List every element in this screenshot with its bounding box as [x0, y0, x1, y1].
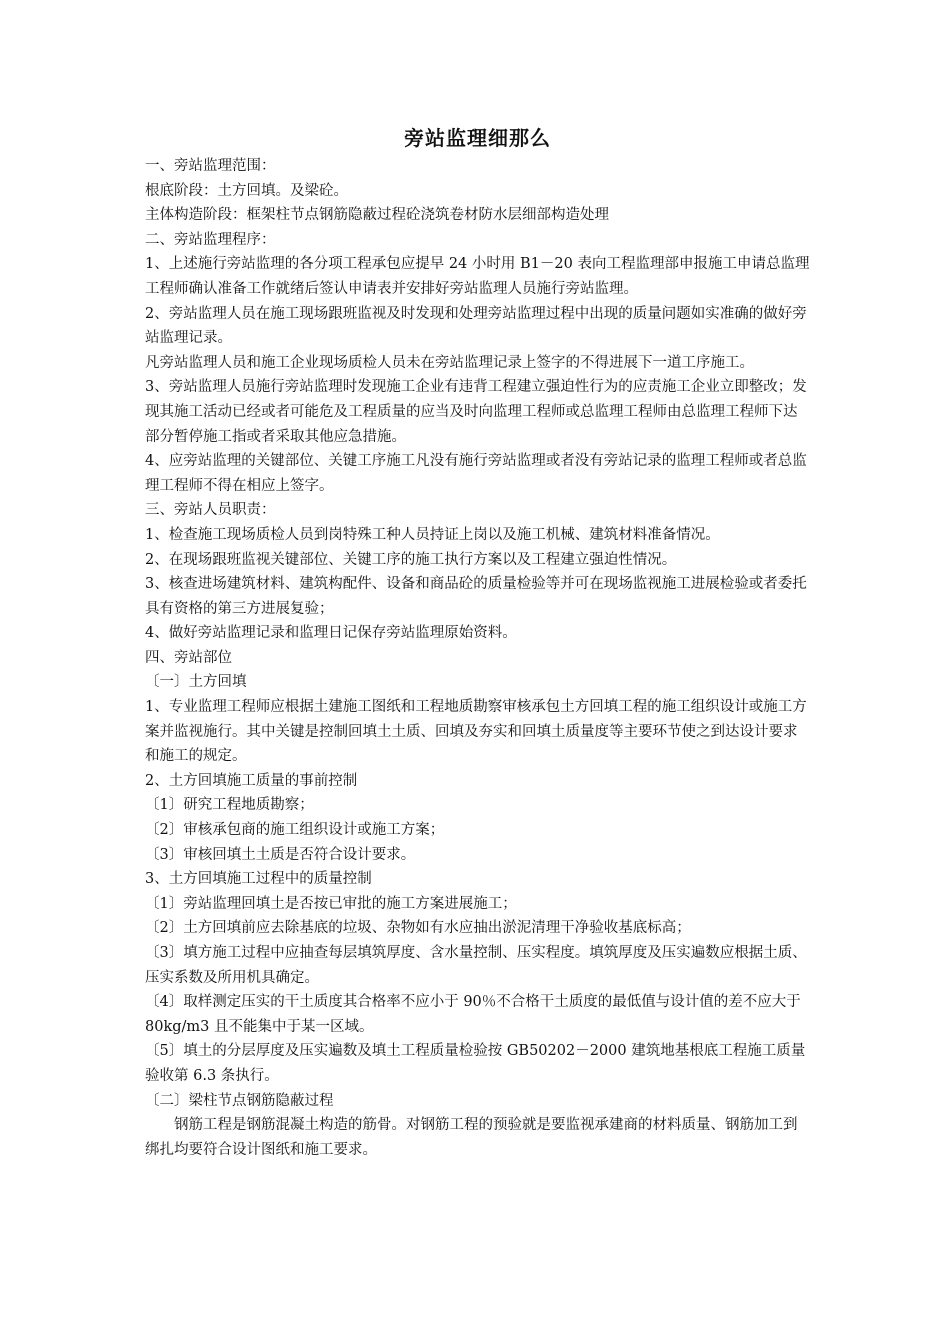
- paragraph: 2、旁站监理人员在施工现场跟班监视及时发现和处理旁站监理过程中出现的质量问题如实准确的做好旁站监理记录。: [145, 305, 807, 347]
- document-title: 旁站监理细那么: [404, 126, 551, 150]
- list-item: 〔5〕填土的分层厚度及压实遍数及填土工程质量检验按 GB50202－2000 建筑地基根底工程施工质量验收第 6.3 条执行。: [145, 1043, 806, 1084]
- paragraph: 凡旁站监理人员和施工企业现场质检人员未在旁站监理记录上签字的不得进展下一道工序施工。: [145, 354, 754, 371]
- paragraph: 钢筋工程是钢筋混凝土构造的筋骨。对钢筋工程的预验就是要监视承建商的材料质量、钢筋加工到绑扎均要符合设计图纸和施工要求。: [145, 1117, 798, 1158]
- list-item: 〔3〕填方施工过程中应抽查每层填筑厚度、含水量控制、压实程度。填筑厚度及压实遍数应根据土质、压实系数及所用机具确定。: [145, 945, 807, 986]
- list-item: 〔2〕土方回填前应去除基底的垃圾、杂物如有水应抽出淤泥清理干净验收基底标高；: [145, 920, 691, 937]
- list-item: 〔3〕审核回填土土质是否符合设计要求。: [145, 846, 416, 863]
- list-item: 〔2〕审核承包商的施工组织设计或施工方案；: [145, 822, 445, 839]
- paragraph: 2、土方回填施工质量的事前控制: [145, 772, 358, 789]
- paragraph: 4、做好旁站监理记录和监理日记保存旁站监理原始资料。: [145, 625, 517, 642]
- section-heading-locations: 四、旁站部位: [145, 649, 232, 666]
- paragraph: 2、在现场跟班监视关键部位、关键工序的施工执行方案以及工程建立强迫性情况。: [145, 551, 677, 568]
- paragraph: 1、上述施行旁站监理的各分项工程承包应提早 24 小时用 B1－20 表向工程监理部申报施工申请总监理工程师确认准备工作就绪后签认申请表并安排好旁站监理人员施行旁站监理。: [145, 256, 810, 297]
- list-item: 〔1〕研究工程地质勘察；: [145, 797, 314, 814]
- section-heading-duties: 三、旁站人员职责：: [145, 502, 276, 519]
- subsection-heading: 〔一〕土方回填: [145, 674, 247, 691]
- document-page: [145, 122, 810, 1162]
- paragraph: 3、土方回填施工过程中的质量控制: [145, 871, 372, 888]
- paragraph: 3、核查进场建筑材料、建筑构配件、设备和商品砼的质量检验等并可在现场监视施工进展检验或者委托具有资格的第三方进展复验；: [145, 576, 807, 617]
- subsection-heading: 〔二〕梁柱节点钢筋隐蔽过程: [145, 1092, 334, 1109]
- paragraph: 1、专业监理工程师应根据土建施工图纸和工程地质勘察审核承包土方回填工程的施工组织设计或施工方案并监视施行。其中关键是控制回填土土质、回填及夯实和回填土质量度等主要环节使之到达设计要求和施工的规定。: [145, 699, 807, 765]
- list-item: 〔1〕旁站监理回填土是否按已审批的施工方案进展施工；: [145, 895, 517, 912]
- list-item: 〔4〕取样测定压实的干土质度其合格率不应小于 90％不合格干土质度的最低值与设计值的差不应大于 80kg/m3 且不能集中于某一区域。: [145, 994, 801, 1035]
- section-heading-scope: 一、旁站监理范围：: [145, 158, 276, 174]
- paragraph: 4、应旁站监理的关键部位、关键工序施工凡没有施行旁站监理或者没有旁站记录的监理工程师或者总监理工程师不得在相应上签字。: [145, 453, 807, 494]
- paragraph: 3、旁站监理人员施行旁站监理时发现施工企业有违背工程建立强迫性行为的应责施工企业立即整改；发现其施工活动已经或者可能危及工程质量的应当及时向监理工程师或总监理工程师由总监理工程师下达部分暂停施工指或者采取其他应急措施。: [145, 379, 807, 445]
- paragraph: 根底阶段：土方回填。及梁砼。: [145, 182, 348, 199]
- section-heading-procedure: 二、旁站监理程序：: [145, 231, 276, 248]
- paragraph: 主体构造阶段：框架柱节点钢筋隐蔽过程砼浇筑卷材防水层细部构造处理: [145, 207, 609, 224]
- paragraph: 1、检查施工现场质检人员到岗特殊工种人员持证上岗以及施工机械、建筑材料准备情况。: [145, 526, 720, 543]
